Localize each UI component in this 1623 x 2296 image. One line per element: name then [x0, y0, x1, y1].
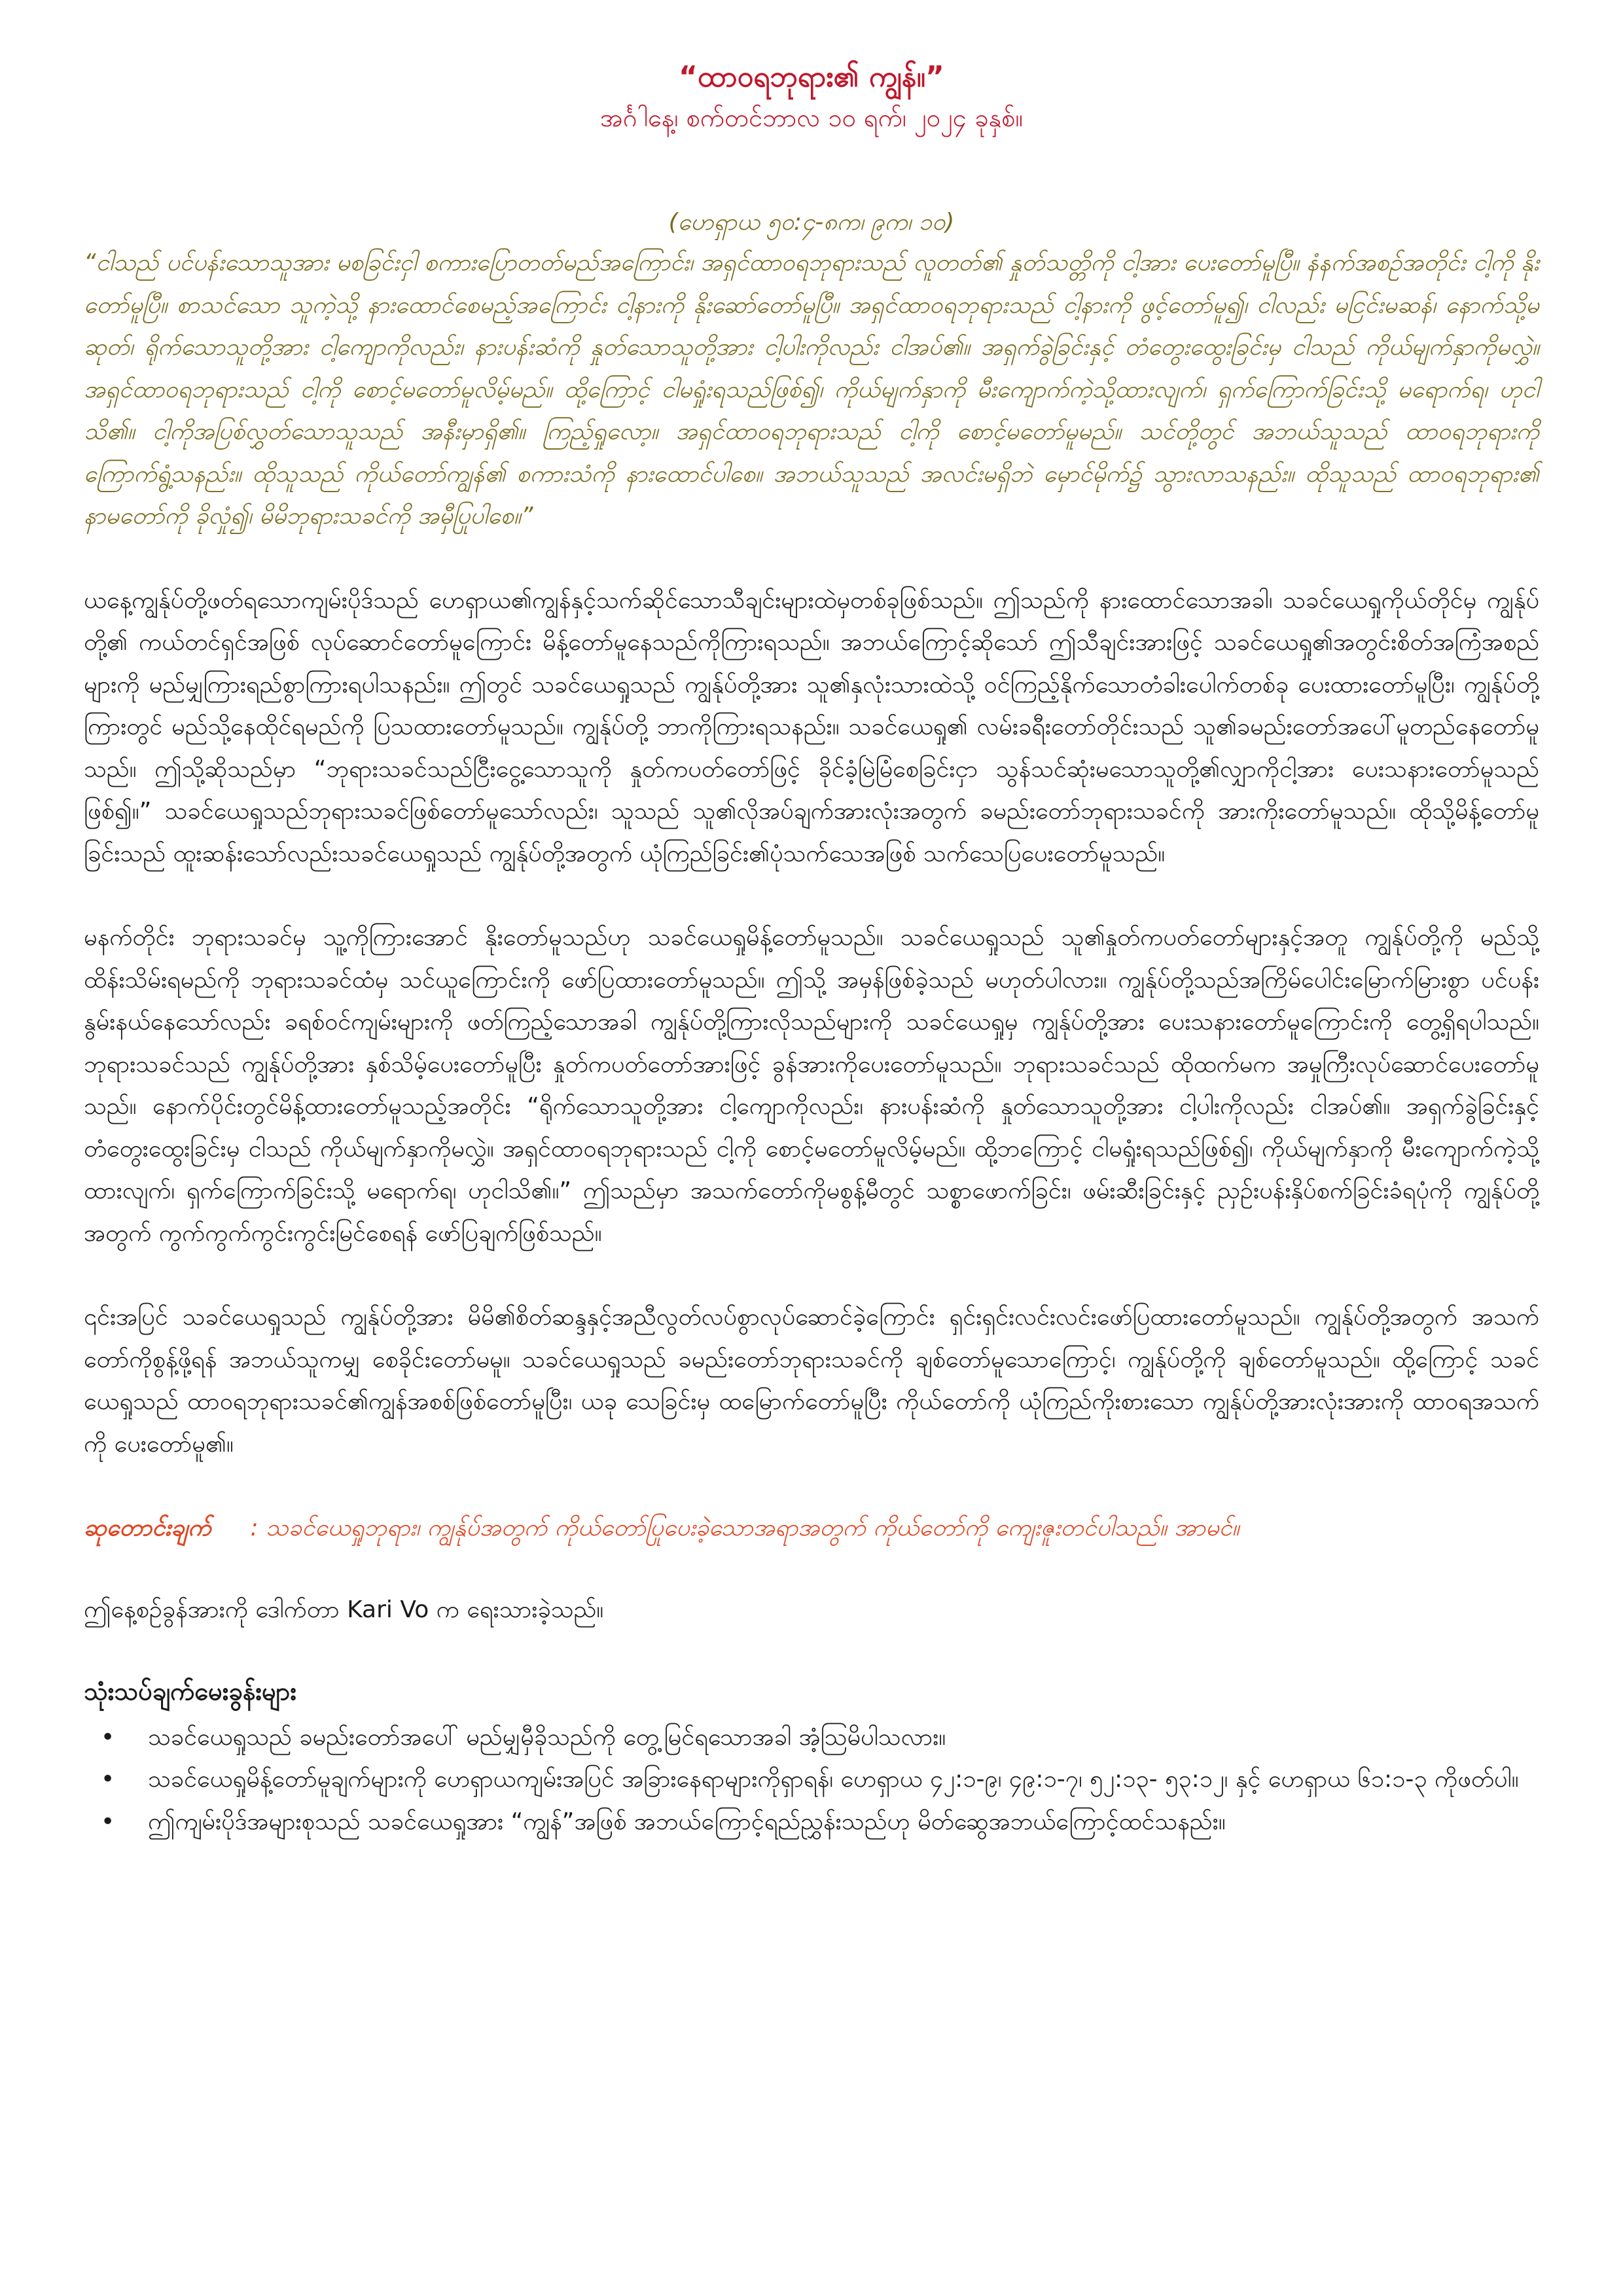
prayer-text: : သခင်ယေရှုဘုရား၊ ကျွန်ုပ်အတွက် ကိုယ်တော်ပြုပေးခဲ့သောအရာအတွက် ကိုယ်တော်ကို ကျေးဇူးတင်ပါသည်။ အာမင်။	[250, 1515, 1240, 1541]
body-paragraph: ၎င်းအပြင် သခင်ယေရှုသည် ကျွန်ုပ်တို့အား မိမိ၏စိတ်ဆန္ဒနှင့်အညီလွတ်လပ်စွာလုပ်ဆောင်ခဲ့ကြောင်း ရှင်းရှင်းလင်းလင်းဖော်ပြထားတော်မူသည်။ ကျွန်ုပ်တို့အတွက် အသက်တော်ကိုစွန့်ဖို့ရန် အဘယ်သူကမျှ စေခိုင်းတော်မမူ။ သခင်ယေရှုသည် ခမည်းတော်ဘုရားသခင်ကို ချစ်တော်မူသောကြောင့်၊ ကျွန်ုပ်တို့ကို ချစ်တော်မူသည်။ ထို့ကြောင့် သခင်ယေရှုသည် ထာဝရဘုရားသခင်၏ကျွန်အစစ်ဖြစ်တော်မူပြီး၊ ယခု သေခြင်းမှ ထမြောက်တော်မူပြီး ကိုယ်တော်ကို ယုံကြည်ကိုးစားသော ကျွန်ုပ်တို့အားလုံးအားကို ထာဝရအသက်ကို ပေးတော်မူ၏။	[84, 1304, 1539, 1458]
body-paragraph: ယနေ့ကျွန်ုပ်တို့ဖတ်ရသောကျမ်းပိုဒ်သည် ဟေရှာယ၏ကျွန်နှင့်သက်ဆိုင်သောသီချင်းများထဲမှတစ်ခုဖြစ်သည်။ ဤသည်ကို နားထောင်သောအခါ၊ သခင်ယေရှုကိုယ်တိုင်မှ ကျွန်ုပ်တို့၏ ကယ်တင်ရှင်အဖြစ် လုပ်ဆောင်တော်မူကြောင်း မိန့်တော်မူနေသည်ကိုကြားရသည်။ အဘယ်ကြောင့်ဆိုသော် ဤသီချင်းအားဖြင့် သခင်ယေရှု၏အတွင်းစိတ်အကြံအစည်များကို မည်မျှကြားရည်စွာကြားရပါသနည်း။ ဤတွင် သခင်ယေရှုသည် ကျွန်ုပ်တို့အား သူ၏နှလုံးသားထဲသို့ ဝင်ကြည့်နိုက်သောတံခါးပေါက်တစ်ခု ပေးထားတော်မူပြီး၊ ကျွန်ုပ်တို့ကြားတွင် မည်သို့နေထိုင်ရမည်ကို ပြသထားတော်မူသည်။ ကျွန်ုပ်တို့ ဘာကိုကြားရသနည်း။ သခင်ယေရှု၏ လမ်းခရီးတော်တိုင်းသည် သူ၏ခမည်းတော်အပေါ်မူတည်နေတော်မူသည်။ ဤသို့ဆိုသည်မှာ “ဘုရားသခင်သည်ငြီးငွေ့သောသူကို နှုတ်ကပတ်တော်ဖြင့် ခိုင်ခံ့မြဲမြံစေခြင်းငှာ သွန်သင်ဆုံးမသောသူတို့၏လျှာကိုငါ့အား ပေးသနားတော်မူသည်ဖြစ်၍။” သခင်ယေရှုသည်ဘုရားသခင်ဖြစ်တော်မူသော်လည်း၊ သူသည် သူ၏လိုအပ်ချက်အားလုံးအတွက် ခမည်းတော်ဘုရားသခင်ကို အားကိုးတော်မူသည်။ ထိုသို့မိန့်တော်မူခြင်းသည် ထူးဆန်းသော်လည်းသခင်ယေရှုသည် ကျွန်ုပ်တို့အတွက် ယုံကြည်ခြင်း၏ပုံသက်သေအဖြစ် သက်သေပြပေးတော်မူသည်။	[84, 586, 1539, 867]
prayer-block	[84, 1507, 1539, 1550]
question-text: သခင်ယေရှုသည် ခမည်းတော်အပေါ် မည်မျှမှီခိုသည်ကို တွေ့မြင်ရသောအခါ အံ့သြမိပါသလား။	[148, 1723, 946, 1751]
question-text: ဤကျမ်းပိုဒ်အများစုသည် သခင်ယေရှုအား “ကျွန်”အဖြစ် အဘယ်ကြောင့်ရည်ညွှန်းသည်ဟု မိတ်ဆွေအဘယ်ကြောင့်ထင်သနည်း။	[148, 1808, 1226, 1835]
list-item	[101, 1759, 1539, 1801]
devotional-page	[84, 52, 1539, 1843]
bullet-icon: •	[101, 1808, 115, 1835]
page-title: “ထာဝရဘုရား၏ ကျွန်။”	[679, 60, 944, 94]
questions-heading: သုံးသပ်ချက်မေးခွန်းများ	[84, 1677, 297, 1706]
prayer-label: ဆုတောင်းချက်	[84, 1515, 211, 1541]
scripture-quote: “ငါသည် ပင်ပန်းသောသူအား မစခြင်းငှါ စကားပြောတတ်မည်အကြောင်း၊ အရှင်ထာဝရဘုရားသည် လူတတ်၏ နှုတ်သတ္တိကို ငါ့အား ပေးတော်မူပြီ။ နံနက်အစဉ်အတိုင်း ငါ့ကို နိုးတော်မူပြီ။ စာသင်သော သူကဲ့သို့ နားထောင်စေမည့်အကြောင်း ငါ့နားကို နိုးဆော်တော်မူပြီ။ အရှင်ထာဝရဘုရားသည် ငါ့နားကို ဖွင့်တော်မူ၍၊ ငါလည်း မငြင်းမဆန်၊ နောက်သို့မဆုတ်၊ ရိုက်သောသူတို့အား ငါ့ကျောကိုလည်း၊ နားပန်းဆံကို နှုတ်သောသူတို့အား ငါ့ပါးကိုလည်း ငါအပ်၏။ အရှက်ခွဲခြင်းနှင့် တံတွေးထွေးခြင်းမှ ငါသည် ကိုယ်မျက်နှာကိုမလွှဲ။ အရှင်ထာဝရဘုရားသည် ငါ့ကို စောင့်မတော်မူလိမ့်မည်။ ထို့ကြောင့် ငါမရှုံးရသည်ဖြစ်၍၊ ကိုယ်မျက်နှာကို မီးကျောက်ကဲ့သို့ထားလျက်၊ ရှက်ကြောက်ခြင်းသို့ မရောက်ရ၊ ဟုငါသိ၏။ ငါ့ကိုအပြစ်လွှတ်သောသူသည် အနီးမှာရှိ၏။ ကြည့်ရှုလော့။ အရှင်ထာဝရဘုရားသည် ငါ့ကို စောင့်မတော်မူမည်။ သင်တို့တွင် အဘယ်သူသည် ထာဝရဘုရားကို ကြောက်ရွံ့သနည်း။ ထိုသူသည် ကိုယ်တော်ကျွန်၏ စကားသံကို နားထောင်ပါစေ။ အဘယ်သူသည် အလင်းမရှိဘဲ မှောင်မိုက်၌ သွားလာသနည်း။ ထိုသူသည် ထာဝရဘုရား၏ နာမတော်ကို ခိုလှုံ၍၊ မိမိဘုရားသခင်ကို အမှီပြုပါစေ။”	[84, 249, 1540, 529]
author-credit: ဤနေ့စဉ်ခွန်အားကို ဒေါက်တာ Kari Vo က ရေးသားခဲ့သည်။	[84, 1596, 604, 1623]
scripture-reference: (ဟေရှာယ ၅၀:၄-၈က၊ ၉က၊ ၁၀)	[668, 209, 955, 236]
bullet-icon: •	[101, 1723, 115, 1751]
question-text: သခင်ယေရှုမိန့်တော်မူချက်များကို ဟေရှာယကျမ်းအပြင် အခြားနေရာများကိုရှာရန်၊ ဟေရှာယ ၄၂:၁-၉၊ ၄၉:၁-၇၊ ၅၂:၁၃- ၅၃:၁၂၊ နှင့် ဟေရှာယ ၆၁:၁-၃ ကိုဖတ်ပါ။	[148, 1766, 1519, 1793]
body-paragraph: မနက်တိုင်း ဘုရားသခင်မှ သူ့ကိုကြားအောင် နိုးတော်မူသည်ဟု သခင်ယေရှုမိန့်တော်မူသည်။ သခင်ယေရှုသည် သူ၏နှုတ်ကပတ်တော်များနှင့်အတူ ကျွန်ုပ်တို့ကို မည်သို့ထိန်းသိမ်းရမည်ကို ဘုရားသခင်ထံမှ သင်ယူကြောင်းကို ဖော်ပြထားတော်မူသည်။ ဤသို့ အမှန်ဖြစ်ခဲ့သည် မဟုတ်ပါလား။ ကျွန်ုပ်တို့သည်အကြိမ်ပေါင်းမြောက်မြားစွာ ပင်ပန်းနွမ်းနယ်နေသော်လည်း ခရစ်ဝင်ကျမ်းများကို ဖတ်ကြည့်သောအခါ ကျွန်ုပ်တို့ကြားလိုသည်များကို သခင်ယေရှုမှ ကျွန်ုပ်တို့အား ပေးသနားတော်မူကြောင်းကို တွေ့ရှိရပါသည်။ ဘုရားသခင်သည် ကျွန်ုပ်တို့အား နှစ်သိမ့်ပေးတော်မူပြီး နှုတ်ကပတ်တော်အားဖြင့် ခွန်အားကိုပေးတော်မူသည်။ ဘုရားသခင်သည် ထိုထက်မက အမှုကြီးလုပ်ဆောင်ပေးတော်မူသည်။ နောက်ပိုင်းတွင်မိန့်ထားတော်မူသည့်အတိုင်း “ရိုက်သောသူတို့အား ငါ့ကျောကိုလည်း၊ နားပန်းဆံကို နှုတ်သောသူတို့အား ငါ့ပါးကိုလည်း ငါအပ်၏။ အရှက်ခွဲခြင်းနှင့် တံတွေးထွေးခြင်းမှ ငါသည် ကိုယ်မျက်နှာကိုမလွှဲ။ အရှင်ထာဝရဘုရားသည် ငါ့ကို စောင့်မတော်မူလိမ့်မည်။ ထို့ဘကြောင့် ငါမရှုံးရသည်ဖြစ်၍၊ ကိုယ်မျက်နှာကို မီးကျောက်ကဲ့သို့ ထားလျက်၊ ရှက်ကြောက်ခြင်းသို့ မရောက်ရ၊ ဟုငါသိ၏။” ဤသည်မှာ အသက်တော်ကိုမစွန့်မီတွင် သစ္စာဖောက်ခြင်း၊ ဖမ်းဆီးခြင်းနှင့် ညှဉ်းပန်းနှိပ်စက်ခြင်းခံရပုံကို ကျွန်ုပ်တို့အတွက် ကွက်ကွက်ကွင်းကွင်းမြင်စေရန် ဖော်ပြချက်ဖြစ်သည်။	[84, 924, 1539, 1247]
page-date: အင်္ဂါနေ့၊ စက်တင်ဘာလ ၁၀ ရက်၊ ၂၀၂၄ ခုနှစ်။	[599, 103, 1024, 132]
bullet-icon: •	[101, 1766, 115, 1793]
list-item	[101, 1717, 1539, 1759]
list-item	[101, 1801, 1539, 1844]
questions-list	[84, 1717, 1539, 1844]
